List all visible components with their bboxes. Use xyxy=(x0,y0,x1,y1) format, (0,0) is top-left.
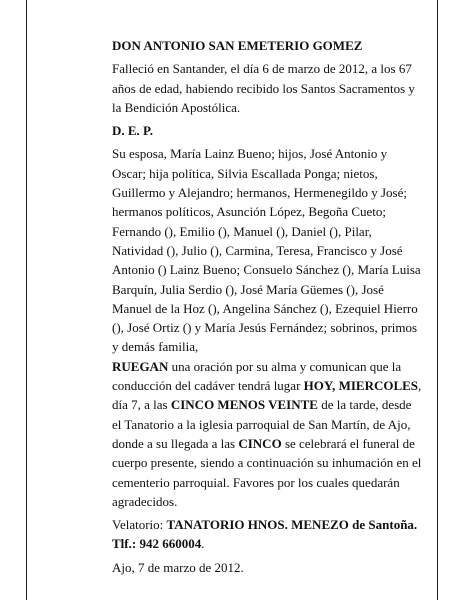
dep-heading: D. E. P. xyxy=(112,123,154,139)
day-detail: , día 7, a las xyxy=(112,378,422,413)
velatorio-line xyxy=(112,515,424,554)
time-text: CINCO MENOS VEINTE xyxy=(170,397,318,413)
place-date: Ajo, 7 de marzo de 2012. xyxy=(112,559,244,575)
family-list: Su esposa, María Lainz Bueno; hijos, José Antonio y Oscar; hija política, Silvia Escallada Ponga; nietos, Guillermo y Alejandro; hermanos, Hermenegildo y José; hermanos políticos, Asunción López, Begoña Cueto; Fernando (), Emilio (), Manuel (), Daniel (), Pilar, Natividad (), Julio (), Carmina, Teresa, Francisco y José Antonio () Lainz Bueno; Consuelo Sánchez (), María Luisa Barquín, Julia Serdio (), José María Güemes (), José Manuel de la Hoz (), Angelina Sánchez (), Ezequiel Hierro (), José Ortiz () y María Jesús Fernández; sobrinos, primos y demás familia, xyxy=(112,146,421,355)
obituary-notice xyxy=(112,36,424,581)
route-text: de la tarde, desde el Tanatorio a la iglesia parroquial de San Martín, de Ajo, donde a su llegada a las xyxy=(112,397,412,451)
day-text: HOY, MIERCOLES xyxy=(303,378,419,394)
family-paragraph xyxy=(112,144,424,511)
velatorio-end: . xyxy=(201,536,205,552)
prayer-text: una oración por su alma y comunican que la conducción del cadáver tendrá lugar xyxy=(112,358,402,394)
cinco-text: CINCO xyxy=(238,435,282,451)
ruegan-text: RUEGAN xyxy=(112,358,169,374)
velatorio-value: TANATORIO HNOS. MENEZO de Santoña. Tlf.: 942 660004 xyxy=(112,517,418,552)
deceased-name: DON ANTONIO SAN EMETERIO GOMEZ xyxy=(112,38,363,53)
death-announcement: Falleció en Santander, el día 6 de marzo de 2012, a los 67 años de edad, habiendo recibido los Santos Sacramentos y la Bendición Apostólica. xyxy=(112,61,415,115)
velatorio-label: Velatorio: xyxy=(112,517,167,533)
funeral-text: se celebrará el funeral de cuerpo presente, siendo a continuación su inhumación en el cementerio parroquial. Favores por los cuales quedarán agradecidos. xyxy=(112,435,422,509)
